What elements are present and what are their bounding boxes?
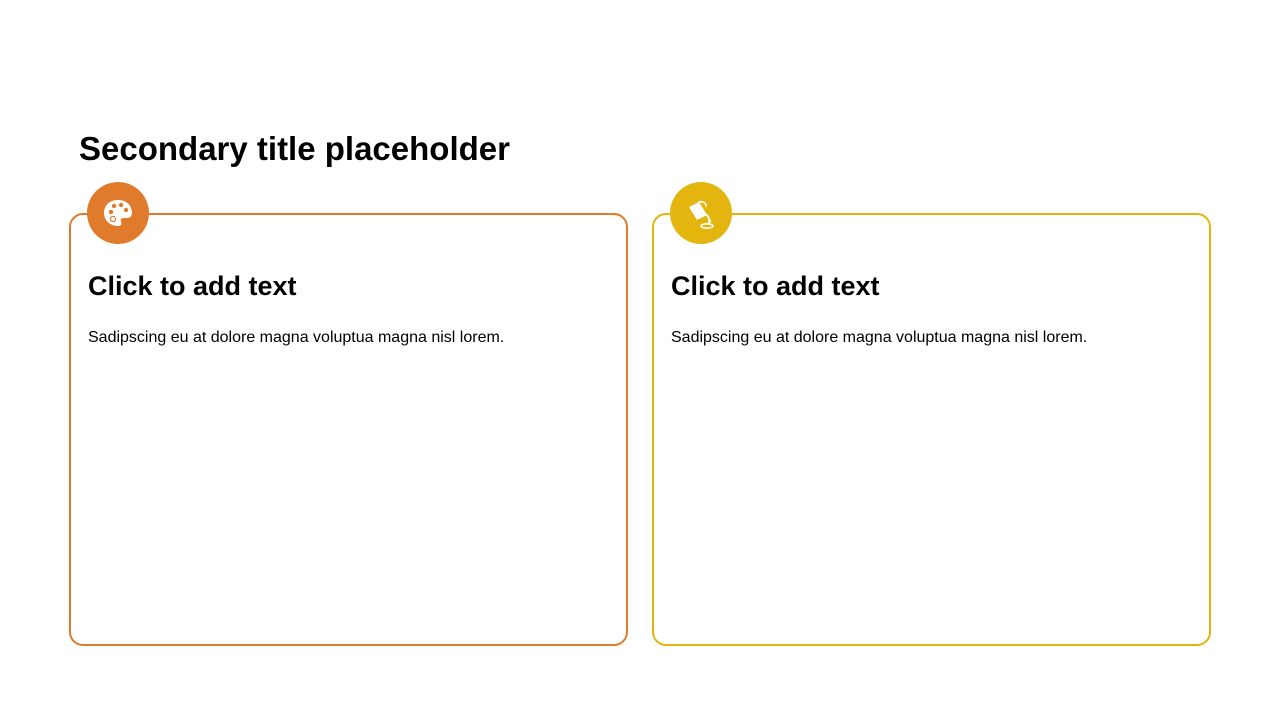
content-card-2: [652, 213, 1211, 646]
palette-icon: [100, 195, 136, 231]
card-1-heading[interactable]: Click to add text: [88, 271, 297, 301]
card-2-body[interactable]: Sadipscing eu at dolore magna voluptua magna nisl lorem.: [671, 329, 1088, 346]
card-2-badge: [670, 182, 732, 244]
paint-bucket-icon: [683, 195, 719, 231]
card-2-heading[interactable]: Click to add text: [671, 271, 880, 301]
card-1-badge: [87, 182, 149, 244]
content-card-1: [69, 213, 628, 646]
card-1-body[interactable]: Sadipscing eu at dolore magna voluptua magna nisl lorem.: [88, 329, 505, 346]
slide-title[interactable]: Secondary title placeholder: [79, 130, 510, 167]
